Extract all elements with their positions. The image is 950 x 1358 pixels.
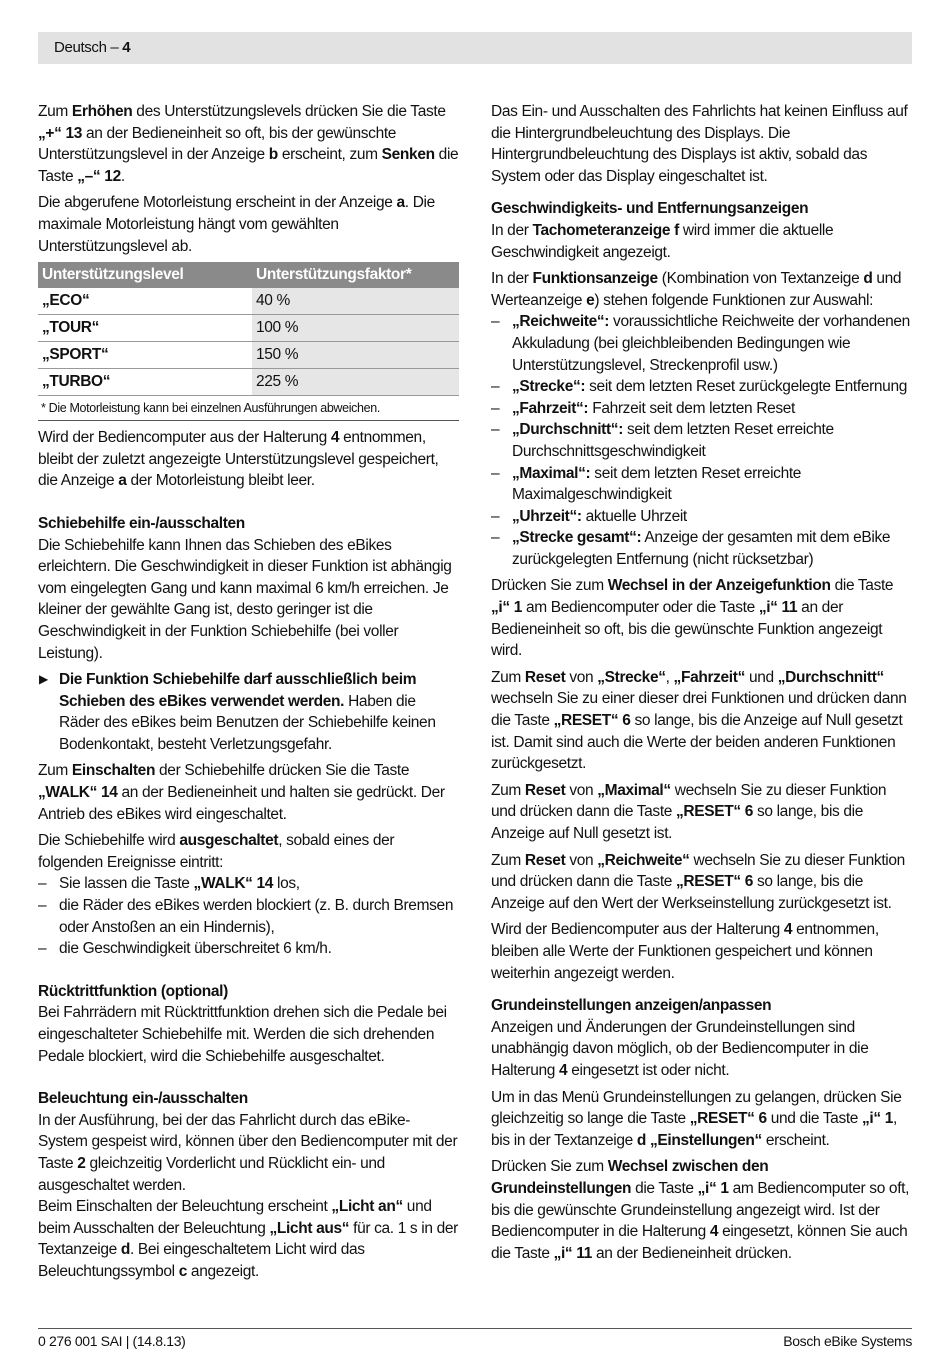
bold-term: „i“ 1 xyxy=(862,1110,894,1128)
right-column xyxy=(491,101,912,1269)
bold-term: „Maximal“: xyxy=(512,464,591,482)
safety-warning-text: Die Funktion Schiebehilfe darf ausschließlich beim Schieben des eBikes verwendet werden. Haben die Räder des eBikes beim Benutzen der Schiebehilfe keinen Bodenkontakt, besteht Verletzungsgefahr. xyxy=(59,671,436,753)
section-heading-lighting: Beleuchtung ein-/ausschalten xyxy=(38,1090,248,1108)
page-header xyxy=(54,37,130,59)
bold-term: Senken xyxy=(381,146,435,164)
bold-term: „RESET“ 6 xyxy=(676,803,753,821)
table-cell-factor: 100 % xyxy=(252,315,459,342)
list-item: – die Räder des eBikes werden blockiert (z. B. durch Bremsen oder Anstoßen an ein Hindernis), xyxy=(38,895,459,938)
paragraph: In der Tachometeranzeige f wird immer die aktuelle Geschwindigkeit angezeigt. xyxy=(491,221,834,261)
table-cell-factor: 40 % xyxy=(252,288,459,315)
bold-term: a xyxy=(118,472,127,490)
bold-term: „Uhrzeit“: xyxy=(512,507,582,525)
table-cell-level: „TOUR“ xyxy=(38,315,252,342)
triangle-bullet-icon: ▶ xyxy=(39,672,48,687)
bold-term: „Durchschnitt“ xyxy=(777,668,884,686)
table-cell-factor: 150 % xyxy=(252,342,459,369)
bold-term: d „Einstellungen“ xyxy=(636,1131,762,1149)
list-item: – „Durchschnitt“: seit dem letzten Reset erreichte Durchschnittsgeschwindigkeit xyxy=(491,419,912,462)
bold-term: Einschalten xyxy=(71,762,156,780)
table-cell-level: „SPORT“ xyxy=(38,342,252,369)
paragraph: Drücken Sie zum Wechsel in der Anzeigefunktion die Taste „i“ 1 am Bediencomputer oder die Taste „i“ 11 an der Bedieneinheit so oft, bis die gewünschte Funktion angezeigt wird. xyxy=(491,577,894,660)
bold-term: „RESET“ 6 xyxy=(676,873,753,891)
section-heading-basic-settings: Grundeinstellungen anzeigen/anpassen xyxy=(491,997,772,1015)
table-footnote: * Die Motorleistung kann bei einzelnen Ausführungen abweichen. xyxy=(38,396,459,421)
bold-term: „RESET“ 6 xyxy=(689,1110,767,1128)
list-item: – „Maximal“: seit dem letzten Reset erreichte Maximalgeschwindigkeit xyxy=(491,463,912,506)
bold-term: Erhöhen xyxy=(71,103,133,120)
bold-term: Reset xyxy=(524,781,566,799)
footer-divider xyxy=(38,1328,912,1329)
bold-term: b xyxy=(268,146,278,164)
paragraph: Bei Fahrrädern mit Rücktrittfunktion drehen sich die Pedale bei eingeschalteter Schiebehilfe mit. Werden die sich drehenden Pedale blockiert, wird die Schiebehilfe ausgeschaltet. xyxy=(38,1004,447,1065)
list-item: – „Strecke“: seit dem letzten Reset zurückgelegte Entfernung xyxy=(491,376,912,398)
bold-term: 2 xyxy=(77,1154,86,1172)
function-list xyxy=(491,311,912,570)
paragraph: In der Funktionsanzeige (Kombination von Textanzeige d und Werteanzeige e) stehen folgende Funktionen zur Auswahl: xyxy=(491,270,902,309)
bold-term: d xyxy=(863,270,873,288)
table-row xyxy=(38,369,459,396)
paragraph: In der Ausführung, bei der das Fahrlicht durch das eBike-System gespeist wird, können über den Bediencomputer mit der Taste 2 gleichzeitig Vorderlicht und Rücklicht ein- und ausgeschaltet werden. xyxy=(38,1111,458,1194)
bold-term: Tachometeranzeige f xyxy=(532,221,679,239)
header-language: Deutsch xyxy=(54,39,107,56)
bold-term: „Strecke“: xyxy=(512,378,586,396)
paragraph: Um in das Menü Grundeinstellungen zu gelangen, drücken Sie gleichzeitig so lange die Taste „RESET“ 6 und die Taste „i“ 1, bis in der Textanzeige d „Einstellungen“ erscheint. xyxy=(491,1088,902,1149)
bold-term: Reset xyxy=(524,851,566,869)
support-level-table xyxy=(38,262,459,396)
list-item: – „Strecke gesamt“: Anzeige der gesamten mit dem eBike zurückgelegten Entfernung (nicht rücksetzbar) xyxy=(491,527,912,570)
page-number: 4 xyxy=(122,39,131,56)
bold-term: „WALK“ 14 xyxy=(193,875,274,893)
paragraph: Wird der Bediencomputer aus der Halterung 4 entnommen, bleiben alle Werte der Funktionen gespeichert und können weiterhin angezeigt werden. xyxy=(491,921,879,982)
bold-term: „Licht an“ xyxy=(331,1198,403,1216)
bold-term: „RESET“ 6 xyxy=(553,712,631,730)
bold-term: e xyxy=(586,291,595,309)
section-heading-coaster-brake: Rücktrittfunktion (optional) xyxy=(38,982,228,1000)
footer-doc-number: 0 276 001 SAI | (14.8.13) xyxy=(38,1333,186,1349)
list-item: – „Uhrzeit“: aktuelle Uhrzeit xyxy=(491,506,912,528)
bold-term: „i“ 11 xyxy=(553,1244,592,1262)
bold-term: Die Funktion Schiebehilfe darf ausschließlich beim Schieben des eBikes verwendet werden. xyxy=(59,671,417,710)
section-heading-speed-distance: Geschwindigkeits- und Entfernungsanzeigen xyxy=(491,200,809,218)
bold-term: 4 xyxy=(783,921,793,939)
list-item: – die Geschwindigkeit überschreitet 6 km/h. xyxy=(38,938,459,960)
paragraph: Die abgerufene Motorleistung erscheint in der Anzeige a. Die maximale Motorleistung hängt vom gewählten Unterstützungslevel ab. xyxy=(38,194,435,255)
bold-term: 4 xyxy=(330,429,340,447)
deactivation-list xyxy=(38,873,459,959)
footer-brand: Bosch eBike Systems xyxy=(783,1333,912,1349)
paragraph: Zum Reset von „Maximal“ wechseln Sie zu dieser Funktion und drücken dann die Taste „RESET“ 6 so lange, bis die Anzeige auf Null gesetzt ist. xyxy=(491,781,887,842)
bold-term: Wechsel zwischen den Grundeinstellungen xyxy=(491,1158,769,1197)
bold-term: „Strecke gesamt“: xyxy=(512,529,642,547)
list-item: – „Fahrzeit“: Fahrzeit seit dem letzten Reset xyxy=(491,398,912,420)
bold-term: „Licht aus“ xyxy=(269,1219,350,1237)
bold-term: Funktionsanzeige xyxy=(532,270,658,288)
paragraph: Beim Einschalten der Beleuchtung erscheint „Licht an“ und beim Ausschalten der Beleuchtung „Licht aus“ für ca. 1 s in der Textanzeige d. Bei eingeschaltetem Licht wird das Beleuchtungssymbol c angezeigt. xyxy=(38,1198,458,1280)
paragraph: Die Schiebehilfe kann Ihnen das Schieben des eBikes erleichtern. Die Geschwindigkeit in dieser Funktion ist abhängig vom eingelegten Gang und kann maximal 6 km/h erreichen. Je kleiner der gewählte Gang ist, desto geringer ist die Geschwindigkeit in der Funktion Schiebehilfe (bei voller Leistung). xyxy=(38,536,452,662)
paragraph: Das Ein- und Ausschalten des Fahrlichts hat keinen Einfluss auf die Hintergrundbeleuchtung des Displays. Die Hintergrundbeleuchtung des Displays ist aktiv, sobald das System oder das Display eingeschaltet ist. xyxy=(491,103,908,185)
bold-term: „Maximal“ xyxy=(597,781,671,799)
bold-term: „Reichweite“: xyxy=(512,313,610,331)
list-item: – „Reichweite“: voraussichtliche Reichweite der vorhandenen Akkuladung (bei gleichbleibenden Bedingungen wie Unterstützungslevel, Streckenprofil usw.) xyxy=(491,311,912,376)
bold-term: „i“ 1 xyxy=(491,599,522,617)
left-column xyxy=(38,101,459,1288)
header-bar xyxy=(38,32,912,64)
bold-term: 4 xyxy=(559,1061,568,1079)
paragraph: Zum Erhöhen des Unterstützungslevels drücken Sie die Taste „+“ 13 an der Bedieneinheit so oft, bis der gewünschte Unterstützungslevel in der Anzeige b erscheint, zum Senken die Taste „–“ 12. xyxy=(38,103,459,185)
table-cell-factor: 225 % xyxy=(252,369,459,396)
bold-term: „Strecke“ xyxy=(597,668,666,686)
safety-warning xyxy=(38,669,459,755)
bold-term: „Fahrzeit“: xyxy=(512,399,589,417)
bold-term: „+“ 13 xyxy=(38,124,82,142)
paragraph: Zum Reset von „Strecke“, „Fahrzeit“ und „Durchschnitt“ wechseln Sie zu einer dieser drei Funktionen und drücken dann die Taste „RESET“ 6 so lange, bis die Anzeige auf Null gesetzt ist. Damit sind auch die Werte der beiden anderen Funktionen zurückgesetzt. xyxy=(491,668,907,773)
bold-term: 4 xyxy=(709,1223,719,1241)
table-row xyxy=(38,315,459,342)
paragraph: Wird der Bediencomputer aus der Halterung 4 entnommen, bleibt der zuletzt angezeigte Unterstützungslevel gespeichert, die Anzeige a der Motorleistung bleibt leer. xyxy=(38,429,439,490)
paragraph: Anzeigen und Änderungen der Grundeinstellungen sind unabhängig davon möglich, ob der Bediencomputer in die Halterung 4 eingesetzt ist oder nicht. xyxy=(491,1018,869,1079)
table-header-factor: Unterstützungsfaktor* xyxy=(252,262,459,288)
bold-term: Reset xyxy=(524,668,566,686)
table-header-row xyxy=(38,262,459,288)
paragraph: Zum Reset von „Reichweite“ wechseln Sie zu dieser Funktion und drücken dann die Taste „RESET“ 6 so lange, bis die Anzeige auf den Wert der Werkseinstellung zurückgesetzt ist. xyxy=(491,851,905,912)
paragraph: Die Schiebehilfe wird ausgeschaltet, sobald eines der folgenden Ereignisse eintritt: xyxy=(38,832,395,871)
bold-term: „–“ 12 xyxy=(77,167,121,185)
list-item: – Sie lassen die Taste „WALK“ 14 los, xyxy=(38,873,459,895)
header-separator: – xyxy=(106,39,123,56)
bold-term: „Durchschnitt“: xyxy=(512,421,624,439)
bold-term: a xyxy=(396,194,405,212)
bold-term: „WALK“ 14 xyxy=(38,784,118,802)
paragraph: Zum Einschalten der Schiebehilfe drücken Sie die Taste „WALK“ 14 an der Bedieneinheit und halten sie gedrückt. Der Antrieb des eBikes wird eingeschaltet. xyxy=(38,762,445,823)
table-cell-level: „TURBO“ xyxy=(38,369,252,396)
table-row xyxy=(38,342,459,369)
table-row xyxy=(38,288,459,315)
table-cell-level: „ECO“ xyxy=(38,288,252,315)
bold-term: c xyxy=(178,1262,187,1280)
bold-term: „i“ 1 xyxy=(697,1179,729,1197)
paragraph: Drücken Sie zum Wechsel zwischen den Grundeinstellungen die Taste „i“ 1 am Bediencomputer so oft, bis die gewünschte Grundeinstellung angezeigt wird. Ist der Bediencomputer in die Halterung 4 eingesetzt, können Sie auch die Taste „i“ 11 an der Bedieneinheit drücken. xyxy=(491,1158,910,1262)
bold-term: „Fahrzeit“ xyxy=(673,668,745,686)
bold-term: ausgeschaltet xyxy=(179,832,279,850)
bold-term: „Reichweite“ xyxy=(597,851,690,869)
bold-term: „i“ 11 xyxy=(758,599,798,617)
section-heading-push-assist: Schiebehilfe ein-/ausschalten xyxy=(38,514,245,532)
bold-term: Wechsel in der Anzeigefunktion xyxy=(607,577,831,595)
table-header-level: Unterstützungslevel xyxy=(38,262,252,288)
bold-term: d xyxy=(120,1241,130,1259)
